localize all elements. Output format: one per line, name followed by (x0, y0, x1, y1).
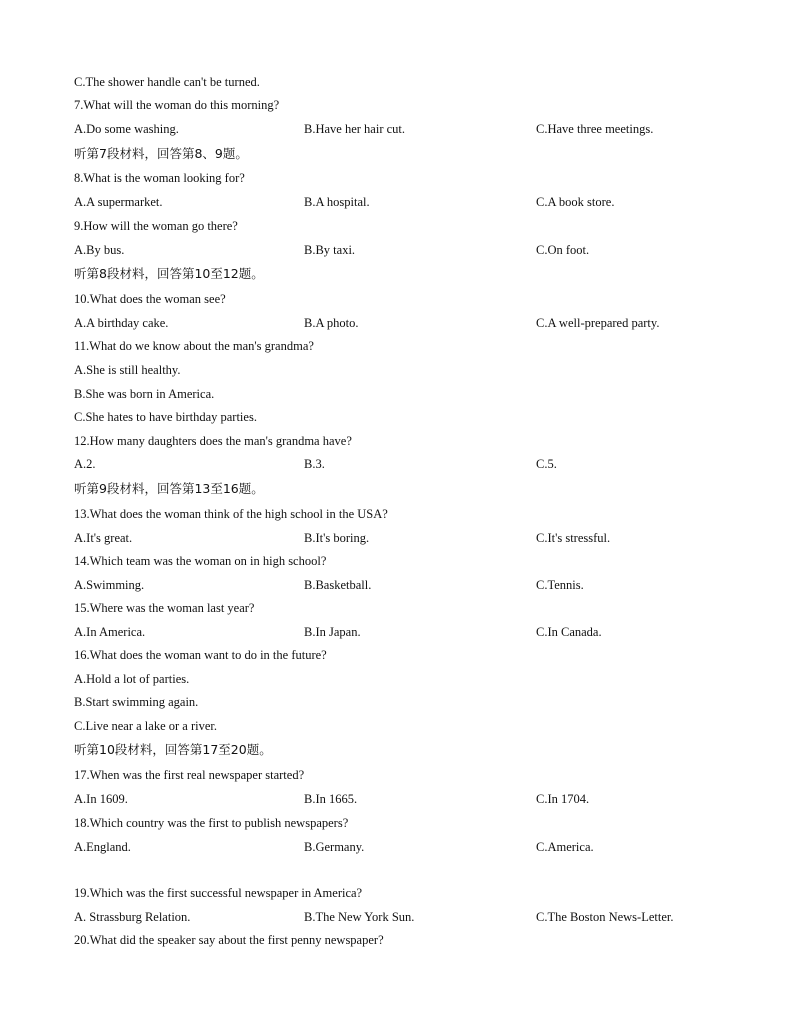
question-text: 20.What did the speaker say about the first penny newspaper? (74, 933, 384, 947)
answer-option-c: C.Have three meetings. (536, 122, 654, 136)
answer-option-b: B.Have her hair cut. (304, 122, 406, 136)
answer-option-c: C.America. (536, 840, 594, 854)
answer-option-b: B.A hospital. (304, 195, 370, 209)
answer-option-c: C.Tennis. (536, 578, 584, 592)
answer-option-b: B.The New York Sun. (304, 910, 415, 924)
question-text: 17.When was the first real newspaper started? (74, 768, 305, 782)
question-text: 16.What does the woman want to do in the future? (74, 648, 327, 662)
section-instruction: 听第10段材料，回答第17至20题。 (74, 742, 272, 757)
question-text: 12.How many daughters does the man's grandma have? (74, 434, 352, 448)
answer-option-b: B.By taxi. (304, 243, 356, 257)
answer-option: A.Hold a lot of parties. (74, 672, 190, 686)
section-instruction: 听第9段材料，回答第13至16题。 (74, 481, 264, 496)
answer-option-c: C.A book store. (536, 195, 615, 209)
question-text: 18.Which country was the first to publish newspapers? (74, 816, 349, 830)
question-text: 8.What is the woman looking for? (74, 171, 245, 185)
answer-option-a: A.By bus. (74, 243, 125, 257)
answer-option-b: B.In Japan. (304, 625, 361, 639)
answer-option: C.Live near a lake or a river. (74, 719, 217, 733)
answer-option-b: B.It's boring. (304, 531, 370, 545)
question-text: 7.What will the woman do this morning? (74, 98, 280, 112)
question-text: 10.What does the woman see? (74, 292, 226, 306)
answer-option-c: C.The Boston News-Letter. (536, 910, 674, 924)
answer-option-c: C.5. (536, 457, 557, 471)
answer-option: A.She is still healthy. (74, 363, 181, 377)
answer-option: C.She hates to have birthday parties. (74, 410, 257, 424)
question-text: 19.Which was the first successful newspaper in America? (74, 886, 363, 900)
answer-option-a: A.2. (74, 457, 96, 471)
answer-option-a: A.A supermarket. (74, 195, 163, 209)
question-text: 14.Which team was the woman on in high school? (74, 554, 327, 568)
answer-option-a: A.England. (74, 840, 131, 854)
answer-option-c: C.In 1704. (536, 792, 590, 806)
answer-option-c: C.A well-prepared party. (536, 316, 660, 330)
answer-option-a: A.In America. (74, 625, 146, 639)
section-instruction: 听第7段材料，回答第8、9题。 (74, 146, 248, 161)
question-text: 9.How will the woman go there? (74, 219, 238, 233)
answer-option-a: A.In 1609. (74, 792, 128, 806)
answer-option-b: B.Basketball. (304, 578, 372, 592)
section-instruction: 听第8段材料，回答第10至12题。 (74, 266, 264, 281)
answer-option: B.Start swimming again. (74, 695, 199, 709)
answer-option-c: C.In Canada. (536, 625, 602, 639)
answer-option-a: A.A birthday cake. (74, 316, 169, 330)
answer-option-b: B.3. (304, 457, 325, 471)
answer-option-c: C.On foot. (536, 243, 590, 257)
answer-option-b: B.A photo. (304, 316, 359, 330)
answer-option-a: A. Strassburg Relation. (74, 910, 191, 924)
answer-option-b: B.Germany. (304, 840, 365, 854)
question-text: 11.What do we know about the man's grandma? (74, 339, 314, 353)
answer-option-a: A.It's great. (74, 531, 133, 545)
answer-option-a: A.Swimming. (74, 578, 145, 592)
answer-option: B.She was born in America. (74, 387, 215, 401)
question-text: 13.What does the woman think of the high school in the USA? (74, 507, 388, 521)
answer-option-a: A.Do some washing. (74, 122, 179, 136)
answer-option: C.The shower handle can't be turned. (74, 75, 260, 89)
answer-option-b: B.In 1665. (304, 792, 358, 806)
answer-option-c: C.It's stressful. (536, 531, 611, 545)
question-text: 15.Where was the woman last year? (74, 601, 255, 615)
